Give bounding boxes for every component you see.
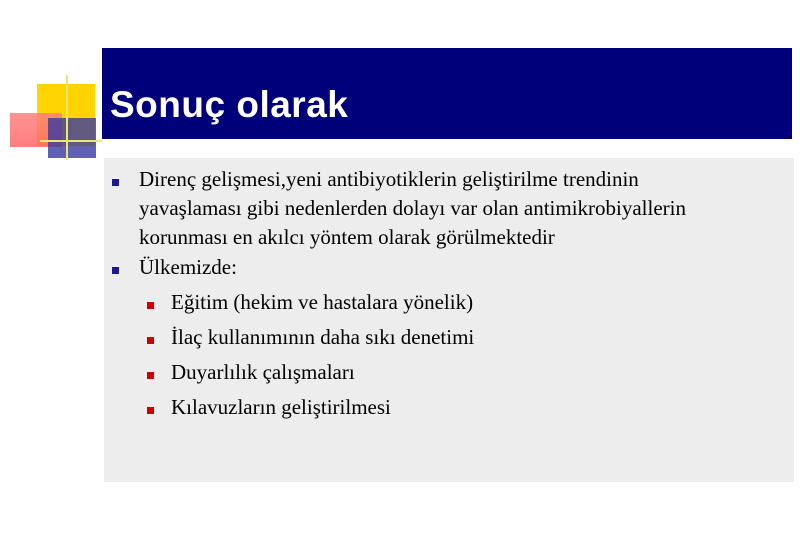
bullet-square-icon <box>147 407 154 414</box>
sub-bullet-text: Eğitim (hekim ve hastalara yönelik) <box>171 290 474 314</box>
bullet-square-icon <box>147 337 154 344</box>
sub-bullet-text: Duyarlılık çalışmaları <box>171 360 355 384</box>
bullet-text: Ülkemizde: <box>139 255 237 279</box>
decor-blue-square <box>48 118 96 158</box>
bullet-text-line: Direnç gelişmesi,yeni antibiyotiklerin geliştirilme trendinin <box>139 167 639 191</box>
bullet-text-line: yavaşlaması gibi nedenlerden dolayı var olan antimikrobiyallerin <box>139 196 686 220</box>
bullet-text-line: korunması en akılcı yöntem olarak görülmektedir <box>139 225 555 249</box>
sub-bullet-text: İlaç kullanımının daha sıkı denetimi <box>171 325 475 349</box>
title-bar-divider <box>102 139 792 143</box>
sub-bullet-text: Kılavuzların geliştirilmesi <box>171 395 391 419</box>
decor-vertical-line <box>66 75 68 160</box>
bullet-square-icon <box>147 302 154 309</box>
bullet-square-icon <box>112 179 119 186</box>
bullet-square-icon <box>147 372 154 379</box>
bullet-square-icon <box>112 267 119 274</box>
page-title: Sonuç olarak <box>110 84 349 125</box>
